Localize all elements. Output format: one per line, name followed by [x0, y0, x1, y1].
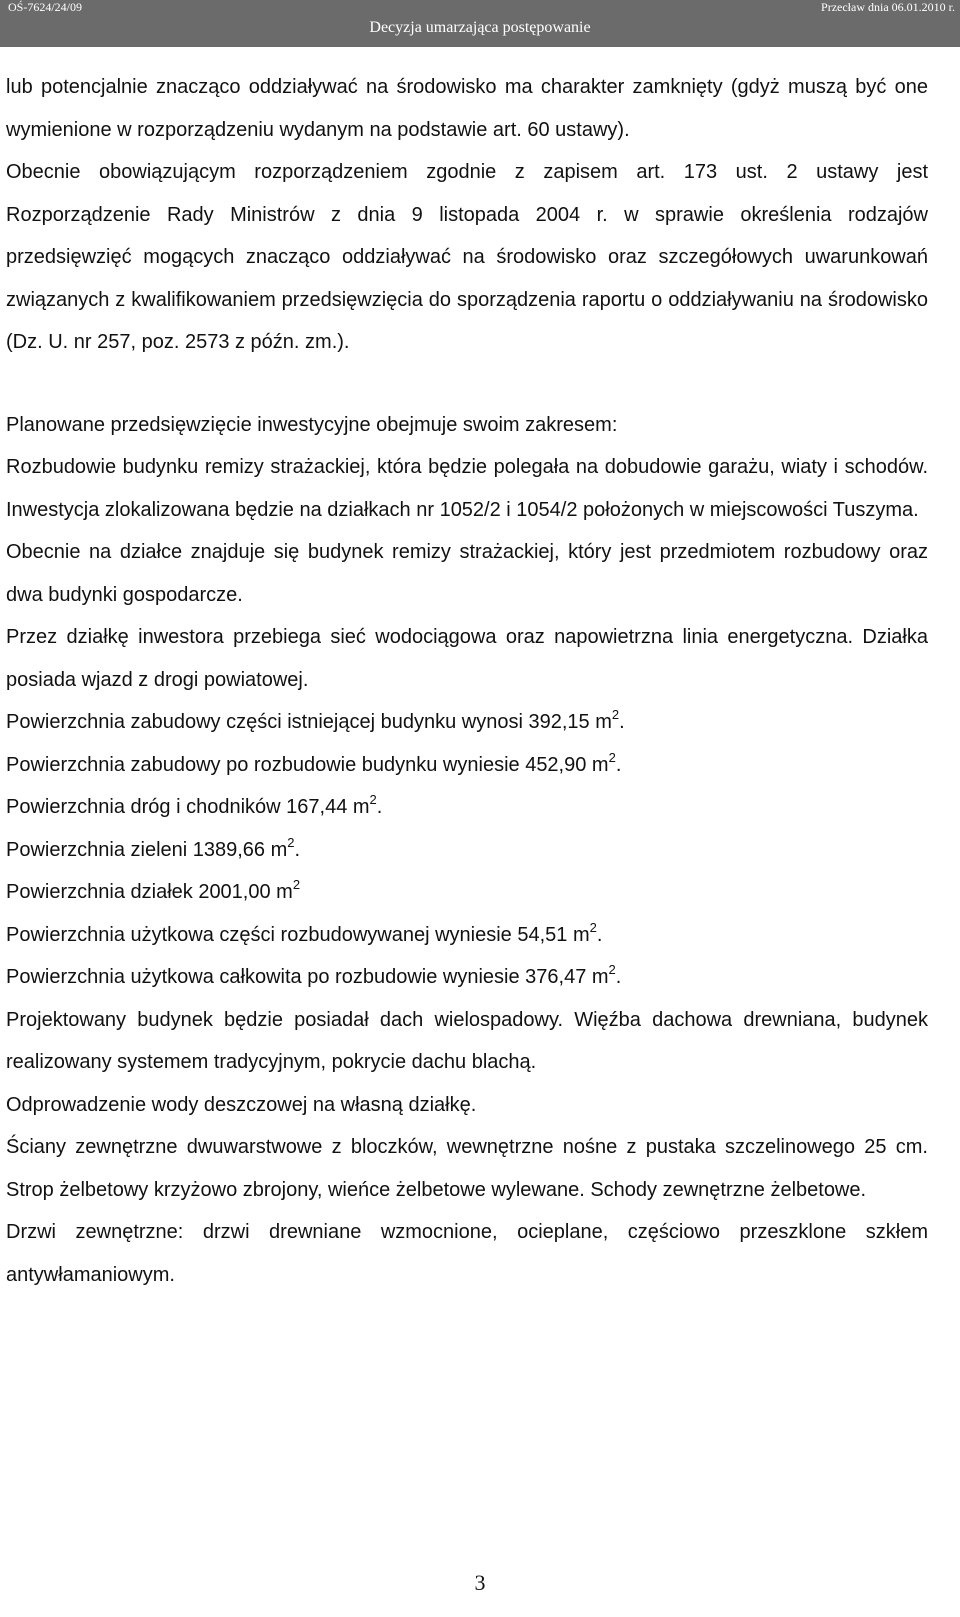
paragraph: Przez działkę inwestora przebiega sieć wodociągowa oraz napowietrzna linia energetyczna. Działka posiada wjazd z drogi powiatowej.: [6, 626, 928, 691]
area-line: Powierzchnia zabudowy części istniejącej budynku wynosi 392,15 $m^2$.: [6, 707, 625, 733]
paragraph: Odprowadzenie wody deszczowej na własną działkę.: [6, 1093, 477, 1116]
place-date: Przecław dnia 06.01.2010 r.: [821, 0, 955, 14]
paragraph: Obecnie obowiązującym rozporządzeniem zgodnie z zapisem art. 173 ust. 2 ustawy jest Rozporządzenie Rady Ministrów z dnia 9 listopada 2004 r. w sprawie określenia rodzajów przedsięwzięć mogących znacząco oddziaływać na środowisko oraz szczegółowych uwarunkowań związanych z kwalifikowaniem przedsięwzięcia do sporządzenia raportu o oddziaływaniu na środowisko (Dz. U. nr 257, poz. 2573 z późn. zm.).: [6, 161, 928, 353]
header-title-bar: [0, 15, 960, 47]
paragraph: Planowane przedsięwzięcie inwestycyjne obejmuje swoim zakresem:: [6, 413, 618, 436]
page-number: 3: [474, 1570, 486, 1595]
document-body: [6, 66, 928, 1296]
area-line: Powierzchnia użytkowa całkowita po rozbudowie wyniesie 376,47 $m^2$.: [6, 962, 622, 988]
paragraph: lub potencjalnie znacząco oddziaływać na środowisko ma charakter zamknięty (gdyż muszą być one wymienione w rozporządzeniu wydanym na podstawie art. 60 ustawy).: [6, 76, 928, 141]
case-number: OŚ-7624/24/09: [8, 0, 83, 14]
paragraph: Obecnie na działce znajduje się budynek remizy strażackiej, który jest przedmiotem rozbudowy oraz dwa budynki gospodarcze.: [6, 541, 928, 606]
area-line: Powierzchnia użytkowa części rozbudowywanej wyniesie 54,51 $m^2$.: [6, 919, 603, 946]
paragraph: Rozbudowie budynku remizy strażackiej, która będzie polegała na dobudowie garażu, wiaty i schodów. Inwestycja zlokalizowana będzie na działkach nr 1052/2 i 1054/2 położonych w miejscowości Tuszyma.: [6, 456, 928, 521]
area-line: Powierzchnia dróg i chodników 167,44 $m^2$.: [6, 792, 383, 818]
area-line: Powierzchnia zieleni 1389,66 $m^2$.: [6, 834, 301, 861]
document-title: Decyzja umarzająca postępowanie: [369, 19, 591, 36]
paragraph: Ściany zewnętrzne dwuwarstwowe z bloczków, wewnętrzne nośne z pustaka szczelinowego 25 cm. Strop żelbetowy krzyżowo zbrojony, wieńce żelbetowe wylewane. Schody zewnętrzne żelbetowe.: [6, 1136, 928, 1201]
paragraph: Projektowany budynek będzie posiadał dach wielospadowy. Więźba dachowa drewniana, budynek realizowany systemem tradycyjnym, pokrycie dachu blachą.: [6, 1008, 928, 1073]
area-line: Powierzchnia działek 2001,00 $m^2$: [6, 877, 301, 903]
header-bar: [0, 0, 960, 15]
paragraph: Drzwi zewnętrzne: drzwi drewniane wzmocnione, ocieplane, częściowo przeszklone szkłem antywłamaniowym.: [6, 1221, 928, 1286]
area-line: Powierzchnia zabudowy po rozbudowie budynku wyniesie 452,90 $m^2$.: [6, 749, 622, 776]
